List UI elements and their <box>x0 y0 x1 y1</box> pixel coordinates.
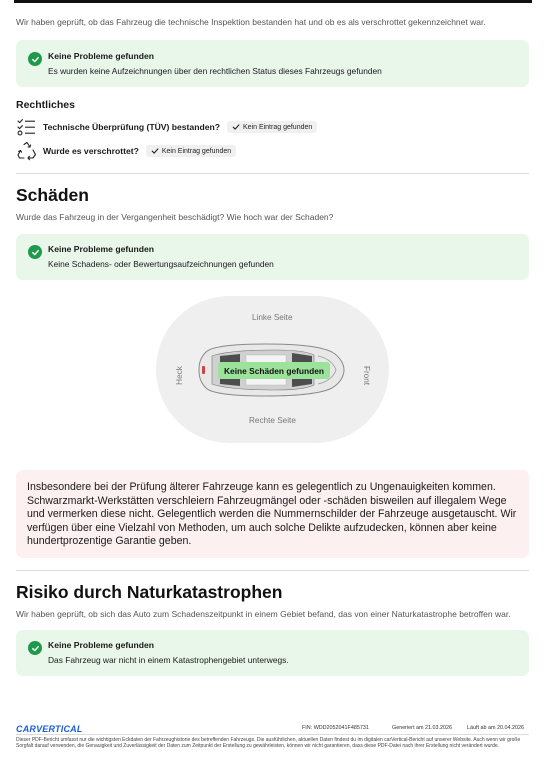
footer-disclaimer: Dieser PDF-Bericht umfasst nur die wichtigsten Eckdaten der Fahrzeughistorie des betreffenden Fahrzeugs. Die ausführlichen, aktuellen Daten findest du im digitalen carVertical-Bericht auf unserer Website. Auch wenn wir große Sorgfalt darauf verwenden, die Genauigkeit und Zuverlässigkeit der Daten zum Zeitpunkt der Erstellung zu gewährleisten, können wir nicht garantieren, dass diese PDF-Datei nach ihrer Erstellung nicht verändert wurde. <box>16 737 521 750</box>
label-right-side: Rechte Seite <box>249 416 296 425</box>
damage-description: Wurde das Fahrzeug in der Vergangenheit beschädigt? Wie hoch war der Schaden? <box>16 212 334 222</box>
disaster-title: Risiko durch Naturkatastrophen <box>16 582 283 602</box>
expires-label: Läuft ab am <box>467 725 496 731</box>
check-circle-icon <box>28 245 42 259</box>
top-rule <box>14 0 532 3</box>
warning-text: Insbesondere bei der Prüfung älterer Fahrzeuge kann es gelegentlich zu Ungenauigkeiten kommen. Schwarzmarkt-Werkstätten verschleiern Fahrzeugmängel oder -schäden bisweilen auf illegalem Wege und vermerken diese nicht. Gelegentlich werden die Nummernschilder der Fahrzeuge ausgetauscht. Wir verfügen über eine Vielzahl von Methoden, um auch solche Delikte aufzudecken, können aber keine hundertprozentige Garantie geben. <box>27 481 517 548</box>
expires-info <box>467 725 524 731</box>
label-rear: Heck <box>174 366 184 385</box>
ok-text: Keine Schadens- oder Bewertungsaufzeichnungen gefunden <box>48 259 274 269</box>
fin-value: WDD2052041F485731 <box>313 725 369 731</box>
damage-diagram <box>156 296 389 443</box>
legal-heading: Rechtliches <box>16 99 75 111</box>
status-chip <box>227 121 317 133</box>
recycle-icon <box>16 141 38 161</box>
chip-label: Kein Eintrag gefunden <box>242 123 313 131</box>
no-damage-badge: Keine Schäden gefunden <box>218 362 330 379</box>
ok-title: Keine Probleme gefunden <box>48 51 155 61</box>
check-circle-icon <box>28 641 42 655</box>
ok-text: Es wurden keine Aufzeichnungen über den rechtlichen Status dieses Fahrzeugs gefunden <box>48 66 382 76</box>
checkmark-icon <box>151 147 159 155</box>
legal-label-scrapped: Wurde es verschrottet? <box>43 146 139 156</box>
legal-row-scrapped <box>16 141 236 161</box>
disaster-ok-box <box>16 630 529 676</box>
accuracy-warning <box>16 470 529 558</box>
damage-title: Schäden <box>16 185 89 205</box>
chip-label: Kein Eintrag gefunden <box>161 147 232 155</box>
checklist-icon <box>16 117 38 137</box>
checkmark-icon <box>232 123 240 131</box>
ok-text: Das Fahrzeug war nicht in einem Katastrophengebiet unterwegs. <box>48 655 289 665</box>
status-chip <box>146 145 236 157</box>
carvertical-logo: CARVERTICAL <box>16 724 83 734</box>
fin-label: FIN: <box>302 725 313 731</box>
ok-title: Keine Probleme gefunden <box>48 244 155 254</box>
disaster-description: Wir haben geprüft, ob sich das Auto zum Schadenszeitpunkt in einem Gebiet befand, das von einer Naturkatastrophe betroffen war. <box>16 609 511 619</box>
section-divider <box>16 173 529 174</box>
check-circle-icon <box>28 52 42 66</box>
inspection-ok-box <box>16 40 529 87</box>
inspection-intro: Wir haben geprüft, ob das Fahrzeug die technische Inspektion bestanden hat und ob es als verschrottet gekennzeichnet war. <box>16 17 486 27</box>
section-divider <box>16 570 529 571</box>
label-front: Front <box>362 365 372 386</box>
footer-rule <box>16 734 529 735</box>
generated-label: Generiert am <box>392 725 424 731</box>
ok-title: Keine Probleme gefunden <box>48 640 155 650</box>
generated-value: 21.03.2026 <box>424 725 452 731</box>
generated-info <box>392 725 452 731</box>
label-left-side: Linke Seite <box>252 313 293 322</box>
fin-info <box>302 725 369 731</box>
expires-value: 20.04.2026 <box>496 725 524 731</box>
damage-ok-box <box>16 234 529 280</box>
legal-label-tuev: Technische Überprüfung (TÜV) bestanden? <box>43 122 220 132</box>
legal-row-tuev <box>16 117 317 137</box>
